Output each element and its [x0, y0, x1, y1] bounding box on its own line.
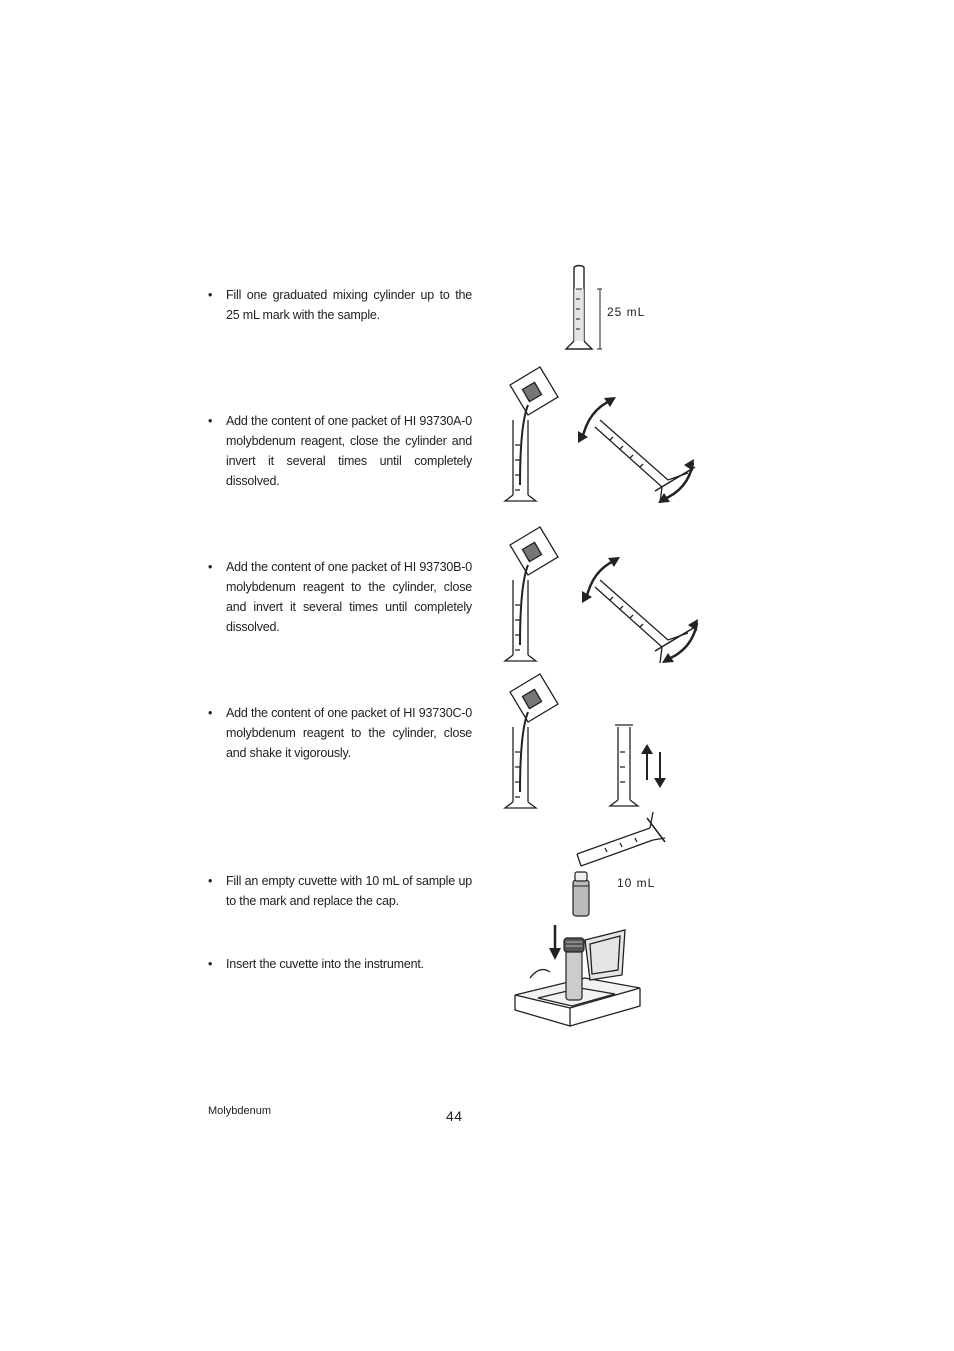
step-3 [208, 557, 472, 637]
bullet: • [208, 288, 213, 302]
rotate-arrow-icon [586, 560, 697, 660]
step-2 [208, 411, 472, 491]
reagent-packet-icon [510, 367, 558, 485]
bullet: • [208, 706, 213, 720]
instrument-insert-illustration [510, 920, 650, 1040]
reagent-b-illustration [500, 525, 700, 665]
inverted-cylinder-icon [595, 420, 695, 503]
step-4 [208, 703, 472, 763]
cuvette-icon [573, 872, 589, 916]
cuvette-mark-label: 10 mL [617, 876, 656, 890]
cuvette-icon [564, 938, 584, 1000]
step-5 [208, 871, 472, 911]
page-number: 44 [446, 1108, 463, 1124]
step-text: Add the content of one packet of HI 93730A-0 molybdenum reagent, close the cylinder and invert it several times until completely dissolved. [226, 414, 472, 488]
reagent-packet-icon [510, 527, 558, 645]
reagent-a-illustration [500, 365, 700, 505]
shake-arrows-icon [647, 750, 660, 782]
bullet: • [208, 957, 213, 971]
inverted-cylinder-icon [595, 580, 695, 663]
bullet: • [208, 874, 213, 888]
reagent-packet-icon [510, 674, 558, 792]
reagent-c-illustration [500, 672, 700, 812]
cylinder-mark-label: 25 mL [607, 305, 646, 319]
step-text: Add the content of one packet of HI 93730C-0 molybdenum reagent to the cylinder, close and shake it vigorously. [226, 706, 472, 760]
pouring-cylinder-icon [577, 812, 665, 866]
step-6 [208, 954, 472, 974]
step-text: Fill one graduated mixing cylinder up to the 25 mL mark with the sample. [226, 288, 472, 322]
closed-cylinder-icon [610, 725, 638, 806]
step-text: Fill an empty cuvette with 10 mL of sample up to the mark and replace the cap. [226, 874, 472, 908]
step-text: Add the content of one packet of HI 93730B-0 molybdenum reagent to the cylinder, close and invert it several times until completely dissolved. [226, 560, 472, 634]
bullet: • [208, 560, 213, 574]
bullet: • [208, 414, 213, 428]
cuvette-fill-illustration [565, 810, 675, 920]
insert-arrow-icon [549, 925, 561, 960]
footer-section-name: Molybdenum [208, 1105, 271, 1117]
step-1 [208, 285, 472, 325]
rotate-arrow-icon [582, 400, 693, 500]
step-text: Insert the cuvette into the instrument. [226, 957, 424, 971]
